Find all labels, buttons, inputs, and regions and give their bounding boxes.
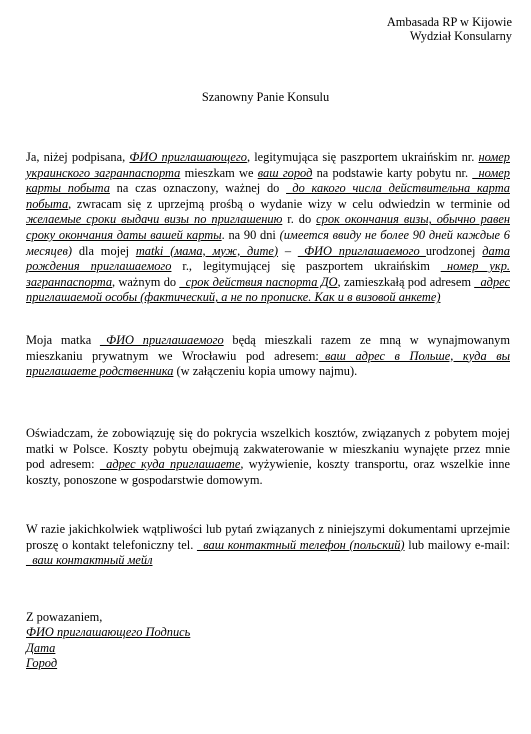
placeholder-visa-start: желаемые сроки выдачи визы по приглашению: [26, 212, 283, 227]
placeholder-poland-address: _ваш адрес в Польше, куда вы приглашаете родственника: [26, 348, 510, 379]
text: , ważnym do: [112, 274, 180, 289]
text: mieszkam we: [180, 165, 258, 180]
text: urodzonej: [425, 243, 483, 258]
text: będą mieszkali razem ze mną w wynajmowanym mieszkaniu prywatnym we Wrocławiu pod adresem:: [26, 333, 510, 363]
text: , zamieszkałą pod adresem: [337, 274, 475, 289]
placeholder-inviter-name: ФИО приглашающего: [129, 150, 247, 164]
placeholder-invitee-name: _ФИО приглашаемого: [99, 333, 224, 347]
placeholder-invitee-name: _ФИО приглашаемого_: [297, 243, 426, 258]
text: , legitymująca się paszportem ukraińskim nr.: [246, 150, 479, 164]
text: . na 90 dni: [221, 227, 280, 242]
paragraph-accommodation: [26, 333, 510, 380]
text: , zwracam się z uprzejmą prośbą o wydanie wizy w celu odwiedzin w terminie od: [68, 196, 510, 211]
placeholder-phone: _ваш контактный телефон (польский): [197, 537, 405, 552]
text: r., legitymującej się paszportem ukraińskim: [171, 259, 441, 274]
closing: [26, 610, 190, 672]
note-90-days: (имеется ввиду не более 90 дней каждые 6 месяцев): [26, 227, 510, 258]
placeholder-residence-card-number: _номер карты побыта: [26, 165, 510, 196]
text: dla mojej: [72, 243, 136, 258]
placeholder-city: ваш город: [257, 165, 313, 180]
placeholder-host-address: _адрес куда приглашаете: [99, 457, 241, 472]
placeholder-invitee-address: _адрес приглашаемой особы (фактический, а не по прописке. Как и в визовой анкете): [26, 274, 510, 305]
placeholder-invitee-passport: _номер укр. загранпаспорта: [26, 259, 510, 289]
paragraph-contact: [26, 522, 510, 569]
placeholder-relation: matki (мама, муж, дите): [135, 243, 279, 258]
placeholder-city: Город: [26, 656, 58, 671]
text: na podstawie karty pobytu nr.: [312, 165, 473, 180]
placeholder-email: _ваш контактный мейл: [26, 553, 153, 568]
recipient-department: Wydział Konsularny: [409, 29, 512, 43]
closing-regards: Z powazaniem,: [26, 610, 103, 624]
text: (w załączeniu kopia umowy najmu).: [173, 364, 358, 379]
placeholder-passport-valid-until: _срок действия паспорта ДО: [179, 274, 338, 289]
text: Ja, niżej podpisana,: [26, 150, 130, 164]
placeholder-signature: ФИО приглашающего Подпись: [26, 625, 191, 640]
recipient-embassy: Ambasada RP w Kijowie: [386, 15, 512, 29]
placeholder-date: Дата: [26, 640, 56, 655]
placeholder-card-valid-until: _до какого числа действительна карта побыта: [26, 181, 510, 211]
recipient-address: [387, 15, 512, 43]
placeholder-passport-number: номер украинского загранпаспорта: [26, 150, 510, 180]
text: , wyżywienie, koszty transportu, oraz wszelkie inne koszty, ponoszone w gospodarstwie domowym.: [26, 457, 510, 487]
paragraph-costs: [26, 426, 510, 488]
placeholder-visa-end: срок окончания визы, обычно равен сроку окончания даты вашей карты: [26, 212, 510, 242]
text: –: [278, 243, 298, 258]
text: W razie jakichkolwiek wątpliwości lub pytań związanych z niniejszymi dokumentami uprzejmie proszę o kontakt telefoniczny tel.: [26, 522, 510, 552]
text: Moja matka: [26, 333, 100, 347]
text: na czas oznaczony, ważnej do: [109, 181, 287, 196]
greeting: Szanowny Panie Konsulu: [201, 90, 330, 104]
text: lub mailowy e-mail:: [404, 537, 511, 552]
placeholder-invitee-birthdate: дата рождения приглашаемого: [26, 243, 510, 274]
text: Oświadczam, że zobowiązuję się do pokrycia wszelkich kosztów, związanych z pobytem mojej matki w Polsce. Koszty pobytu obejmują zakwaterowanie w mieszkaniu wynajęte przez mnie pod adresem:: [26, 426, 510, 472]
paragraph-request: [26, 150, 510, 306]
text: r. do: [282, 212, 317, 227]
